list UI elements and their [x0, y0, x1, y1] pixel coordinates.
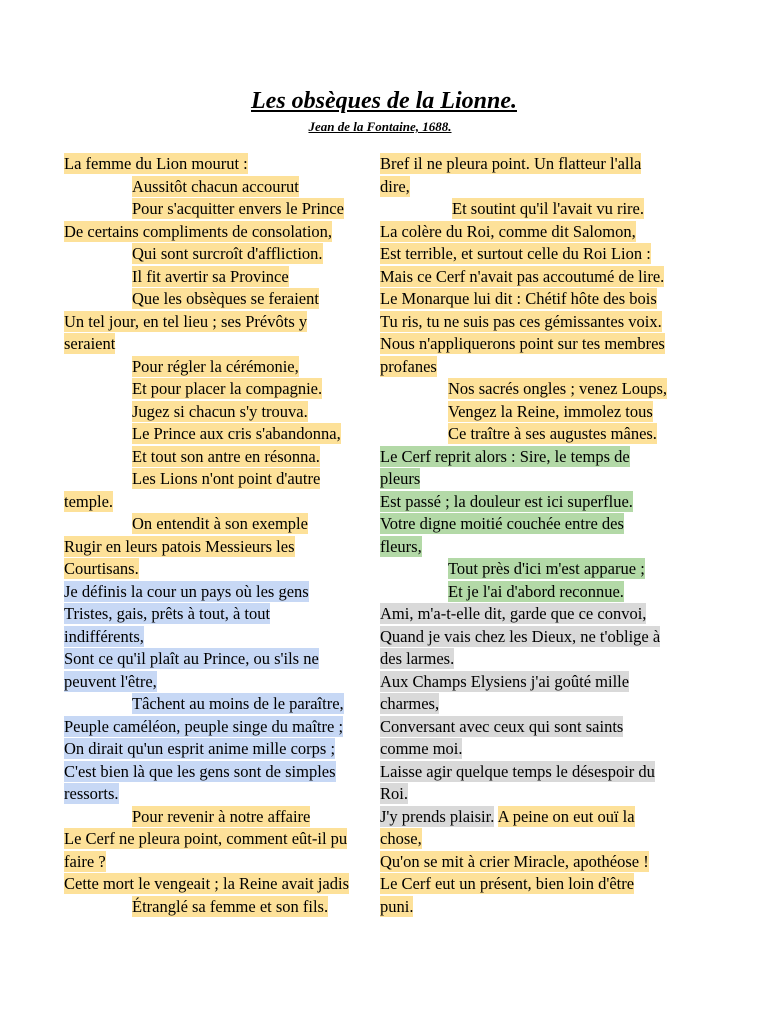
- verse-line: Jugez si chacun s'y trouva.: [132, 401, 308, 421]
- verse-line: Un tel jour, en tel lieu ; ses Prévôts y: [64, 311, 308, 331]
- verse-line: dire,: [380, 176, 410, 196]
- verse-line: Aux Champs Elysiens j'ai goûté mille: [380, 671, 630, 691]
- poem-title: Les obsèques de la Lionne.: [251, 88, 517, 114]
- verse-line: Le Cerf ne pleura point, comment eût-il pu: [64, 829, 348, 848]
- verse-line: puni.: [380, 896, 414, 916]
- verse-line: Vengez la Reine, immolez tous: [448, 401, 653, 421]
- verse-line: Bref il ne pleura point. Un flatteur l'alla: [380, 154, 642, 173]
- verse-line: Conversant avec ceux qui sont saints: [380, 716, 624, 736]
- verse-line: Nos sacrés ongles ; venez Loups,: [448, 379, 668, 398]
- verse-line: pleurs: [380, 469, 421, 488]
- verse-line: La femme du Lion mourut :: [64, 154, 248, 173]
- poem-column-right: [380, 153, 698, 918]
- verse-line: Courtisans.: [64, 559, 139, 578]
- verse-line: La colère du Roi, comme dit Salomon,: [380, 221, 636, 241]
- verse-line: fleurs,: [380, 536, 422, 556]
- verse-line: On dirait qu'un esprit anime mille corps ;: [64, 739, 336, 758]
- verse-line: Ami, m'a-t-elle dit, garde que ce convoi,: [380, 604, 647, 623]
- verse-line: Je définis la cour un pays où les gens: [64, 581, 309, 601]
- verse-line: Que les obsèques se feraient: [132, 289, 319, 308]
- verse-line: Le Monarque lui dit : Chétif hôte des bois: [380, 289, 657, 308]
- verse-line: des larmes.: [380, 649, 455, 668]
- verse-line: ressorts.: [64, 784, 119, 803]
- verse-line: Est passé ; la douleur est ici superflue.: [380, 491, 633, 511]
- verse-line: Tu ris, tu ne suis pas ces gémissantes voix.: [380, 311, 662, 331]
- verse-line: temple.: [64, 491, 114, 511]
- verse-line: J'y prends plaisir. A peine on eut ouï la: [380, 806, 635, 826]
- verse-line: Mais ce Cerf n'avait pas accoutumé de lire.: [380, 266, 665, 286]
- verse-line: seraient: [64, 334, 116, 353]
- verse-line: Est terrible, et surtout celle du Roi Lion :: [380, 244, 651, 263]
- verse-line: Le Cerf reprit alors : Sire, le temps de: [380, 446, 630, 466]
- poem-author: Jean de la Fontaine, 1688.: [308, 119, 452, 134]
- verse-line: Laisse agir quelque temps le désespoir du: [380, 761, 655, 781]
- verse-line: Les Lions n'ont point d'autre: [132, 469, 321, 488]
- verse-line: comme moi.: [380, 739, 463, 758]
- poem-column-left: [64, 153, 380, 918]
- verse-line: Pour revenir à notre affaire: [132, 806, 311, 826]
- verse-line: Il fit avertir sa Province: [132, 266, 289, 286]
- verse-line: Et je l'ai d'abord reconnue.: [448, 581, 624, 601]
- verse-line: Pour s'acquitter envers le Prince: [132, 199, 344, 218]
- verse-line: Pour régler la cérémonie,: [132, 356, 299, 376]
- verse-line: Rugir en leurs patois Messieurs les: [64, 536, 295, 556]
- verse-line: chose,: [380, 829, 422, 848]
- verse-line: Peuple caméléon, peuple singe du maître ;: [64, 716, 344, 736]
- verse-line: De certains compliments de consolation,: [64, 221, 333, 241]
- verse-line: Roi.: [380, 784, 408, 803]
- verse-line: Tristes, gais, prêts à tout, à tout: [64, 604, 271, 623]
- verse-line: Nous n'appliquerons point sur tes membres: [380, 334, 665, 353]
- verse-line: Cette mort le vengeait ; la Reine avait jadis: [64, 874, 349, 893]
- verse-line: Ce traître à ses augustes mânes.: [448, 424, 657, 443]
- verse-line: Et soutint qu'il l'avait vu rire.: [452, 199, 644, 218]
- verse-line: Tout près d'ici m'est apparue ;: [448, 559, 645, 578]
- verse-line: indifférents,: [64, 626, 144, 646]
- verse-line: profanes: [380, 356, 437, 376]
- verse-line: faire ?: [64, 851, 106, 871]
- verse-line: Votre digne moitié couchée entre des: [380, 514, 624, 533]
- verse-line: Qui sont surcroît d'affliction.: [132, 244, 323, 263]
- verse-line: Sont ce qu'il plaît au Prince, ou s'ils ne: [64, 649, 319, 668]
- verse-line: Le Prince aux cris s'abandonna,: [132, 424, 341, 443]
- verse-line: Quand je vais chez les Dieux, ne t'oblige à: [380, 626, 661, 646]
- verse-line: Et tout son antre en résonna.: [132, 446, 320, 466]
- verse-line: peuvent l'être,: [64, 671, 157, 691]
- verse-line: charmes,: [380, 694, 440, 713]
- verse-line: Étranglé sa femme et son fils.: [132, 896, 329, 916]
- verse-line: Qu'on se mit à crier Miracle, apothéose !: [380, 851, 649, 871]
- verse-line: Et pour placer la compagnie.: [132, 379, 323, 398]
- verse-line: On entendit à son exemple: [132, 514, 308, 533]
- verse-line: Aussitôt chacun accourut: [132, 176, 299, 196]
- verse-line: Tâchent au moins de le paraître,: [132, 694, 344, 713]
- verse-line: Le Cerf eut un présent, bien loin d'être: [380, 874, 635, 893]
- verse-line: C'est bien là que les gens sont de simples: [64, 761, 336, 781]
